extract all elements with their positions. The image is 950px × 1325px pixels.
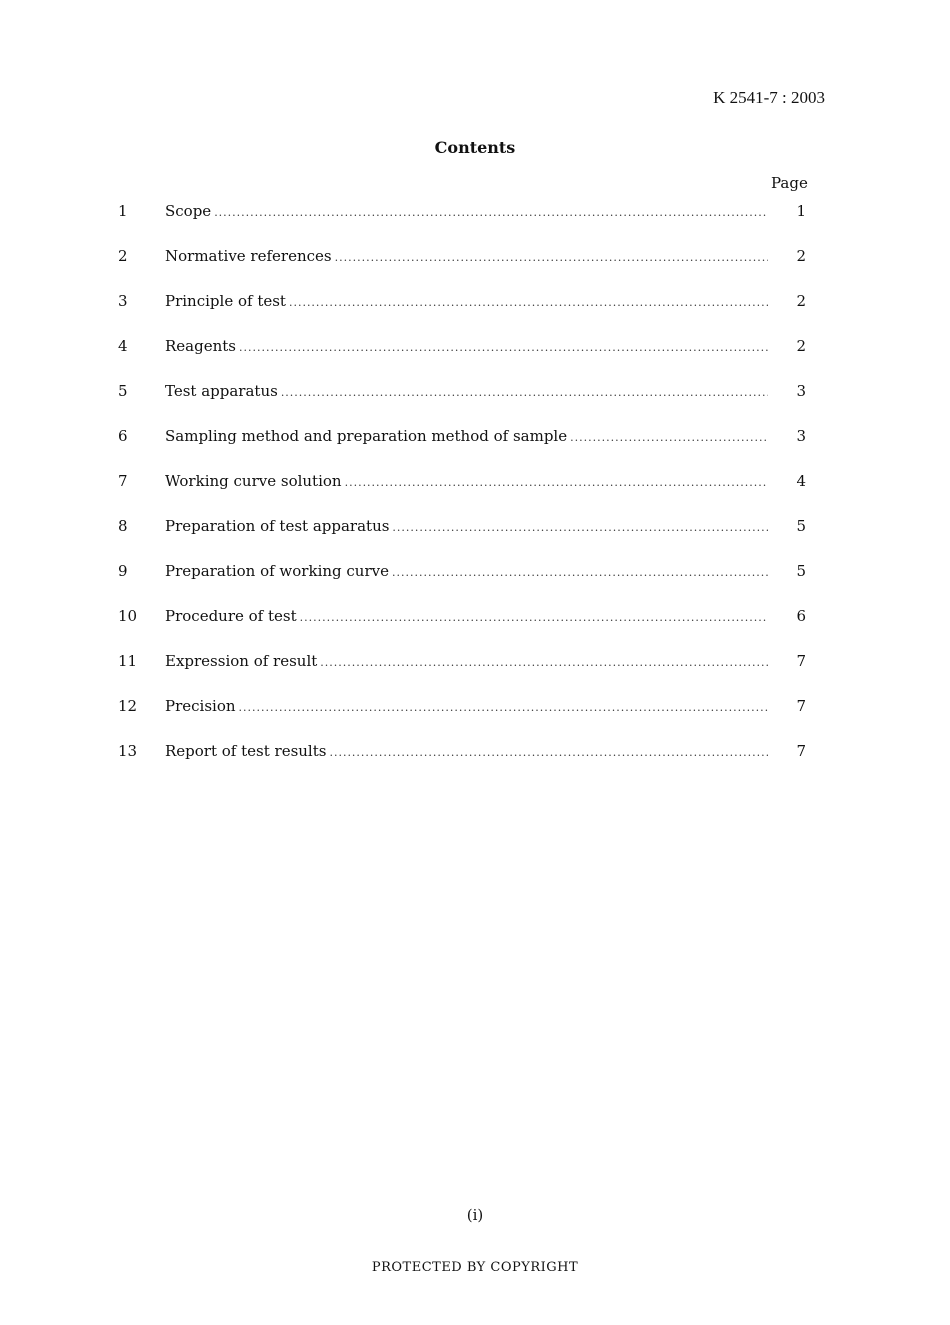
toc-entry-page: 5 <box>796 562 806 580</box>
page-column-label: Page <box>771 174 808 192</box>
toc-entry-title[interactable]: Working curve solution <box>165 472 342 490</box>
toc-entry-number: 7 <box>118 472 128 490</box>
toc-entry-page: 2 <box>796 247 806 265</box>
contents-title: Contents <box>434 138 516 157</box>
toc-entry-page: 3 <box>796 427 806 445</box>
toc-entry-page: 2 <box>796 292 806 310</box>
dot-leader <box>329 746 768 759</box>
toc-entry-number: 12 <box>118 697 138 715</box>
toc-entry-title[interactable]: Principle of test <box>165 292 286 310</box>
dot-leader <box>392 521 768 534</box>
toc-entry[interactable] <box>118 202 808 247</box>
dot-leader <box>300 611 768 624</box>
toc-entry-page: 3 <box>796 382 806 400</box>
toc-entry-number: 3 <box>118 292 128 310</box>
dot-leader <box>239 701 768 714</box>
toc-entry-number: 13 <box>118 742 138 760</box>
toc-entry-title[interactable]: Procedure of test <box>165 607 297 625</box>
copyright-notice: PROTECTED BY COPYRIGHT <box>371 1260 579 1275</box>
toc-entry[interactable] <box>118 247 808 292</box>
toc-entry-title[interactable]: Expression of result <box>165 652 318 670</box>
page-folio: (i) <box>466 1206 484 1224</box>
toc-entry-page: 2 <box>796 337 806 355</box>
toc-entry-number: 9 <box>118 562 128 580</box>
dot-leader <box>320 656 768 669</box>
dot-leader <box>335 251 768 264</box>
toc-entry-number: 5 <box>118 382 128 400</box>
toc-entry-number: 10 <box>118 607 138 625</box>
toc-entry-page: 7 <box>796 742 806 760</box>
toc-entry-number: 8 <box>118 517 128 535</box>
dot-leader <box>281 386 768 399</box>
toc-entry[interactable] <box>118 517 808 562</box>
toc-entry-page: 7 <box>796 697 806 715</box>
toc-entry-page: 6 <box>796 607 806 625</box>
toc-entry-number: 6 <box>118 427 128 445</box>
dot-leader <box>345 476 768 489</box>
toc-entry-title[interactable]: Precision <box>165 697 236 715</box>
toc-entry-title[interactable]: Test apparatus <box>165 382 278 400</box>
toc-entry[interactable] <box>118 652 808 697</box>
dot-leader <box>289 296 768 309</box>
dot-leader <box>570 431 768 444</box>
toc-entry-number: 4 <box>118 337 128 355</box>
toc-entry-page: 4 <box>796 472 806 490</box>
dot-leader <box>239 341 768 354</box>
toc-entry[interactable] <box>118 382 808 427</box>
toc-entry-page: 1 <box>796 202 806 220</box>
toc-entry-title[interactable]: Sampling method and preparation method of sample <box>165 427 568 445</box>
toc-entry-title[interactable]: Scope <box>165 202 212 220</box>
toc-entry-title[interactable]: Report of test results <box>165 742 327 760</box>
toc-entry[interactable] <box>118 562 808 607</box>
toc-entry[interactable] <box>118 697 808 742</box>
toc-entry[interactable] <box>118 607 808 652</box>
toc-entry-number: 11 <box>118 652 138 670</box>
toc-entry-title[interactable]: Reagents <box>165 337 236 355</box>
toc-entry-number: 1 <box>118 202 128 220</box>
toc-entry[interactable] <box>118 472 808 517</box>
toc-entry-page: 5 <box>796 517 806 535</box>
toc-entry-number: 2 <box>118 247 128 265</box>
toc-entry-title[interactable]: Normative references <box>165 247 332 265</box>
toc-entry-title[interactable]: Preparation of test apparatus <box>165 517 390 535</box>
toc-entry[interactable] <box>118 742 808 787</box>
document-id: K 2541-7 : 2003 <box>713 88 825 107</box>
dot-leader <box>392 566 768 579</box>
toc-entry[interactable] <box>118 292 808 337</box>
toc-entry[interactable] <box>118 337 808 382</box>
toc-entry-title[interactable]: Preparation of working curve <box>165 562 389 580</box>
table-of-contents <box>118 202 808 787</box>
toc-entry[interactable] <box>118 427 808 472</box>
toc-entry-page: 7 <box>796 652 806 670</box>
dot-leader <box>214 206 768 219</box>
